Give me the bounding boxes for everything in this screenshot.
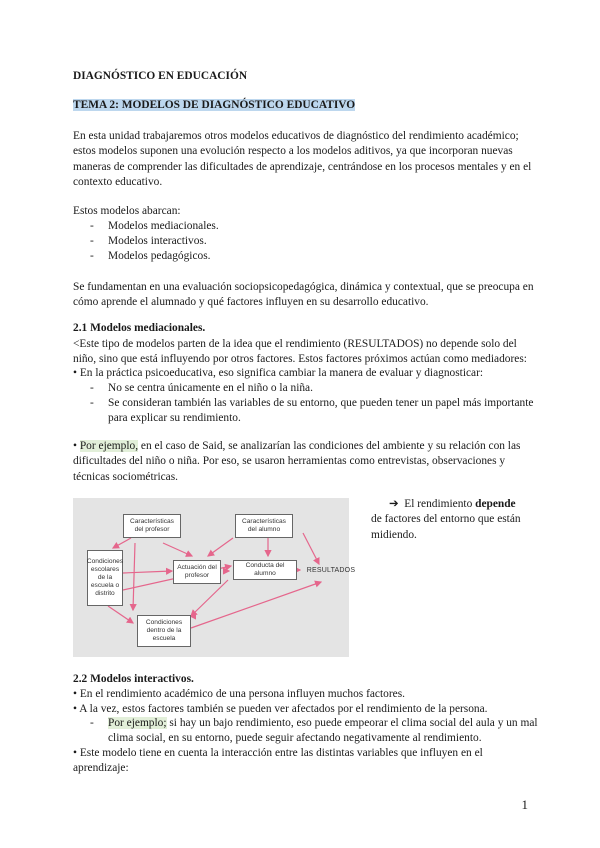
- list-item: Modelos mediacionales.: [108, 220, 219, 232]
- list-dash: -: [90, 235, 94, 247]
- fundamentan-paragraph: [73, 280, 534, 311]
- intro-line: En esta unidad trabajaremos otros modelos educativos de diagnóstico del rendimiento académico;: [73, 130, 519, 142]
- list-item: Modelos pedagógicos.: [108, 250, 211, 262]
- paragraph-line: niño, sino que está influyendo por otros factores. Estos factores próximos actúan como mediadores:: [73, 353, 527, 366]
- paragraph-line: Se consideran también las variables de su entorno, que pueden tener un papel más importante: [108, 397, 534, 409]
- arrow: [108, 606, 133, 623]
- paragraph-line: cómo aprende el alumnado y qué factores influyen en su desarrollo educativo.: [73, 296, 429, 309]
- paragraph-line: para explicar su rendimiento.: [108, 412, 241, 425]
- paragraph-line: dificultades del niño o niña. Por eso, se usaron herramientas como entrevistas, observaciones y: [73, 455, 506, 468]
- box-caracteristicas-profesor: Características del profesor: [123, 514, 181, 538]
- side-note-text: El rendimiento: [404, 498, 476, 510]
- bullet-line: • A la vez, estos factores también se pueden ver afectados por el rendimiento de la persona.: [73, 703, 488, 715]
- abarcan-label: Estos modelos abarcan:: [73, 205, 181, 217]
- arrow: [123, 571, 172, 573]
- intro-paragraph: [73, 129, 531, 191]
- arrow: [303, 533, 319, 564]
- page-number: 1: [521, 797, 528, 812]
- ejemplo-paragraph: [73, 439, 520, 485]
- ejemplo-highlight: Por ejemplo,: [79, 440, 139, 452]
- ejemplo-text: en el caso de Said, se analizarían las condiciones del ambiente y su relación con las: [138, 440, 521, 452]
- paragraph-line: midiendo.: [371, 528, 417, 541]
- list-dash: -: [90, 397, 94, 409]
- ejemplo-first-line: [73, 439, 520, 454]
- arrow: [133, 543, 135, 610]
- list-dash: -: [90, 382, 94, 394]
- bullet-line: • En el rendimiento académico de una persona influyen muchos factores.: [73, 688, 405, 700]
- tema-title-highlight: TEMA 2: MODELOS DE DIAGNÓSTICO EDUCATIVO: [73, 99, 356, 111]
- paragraph-line: clima social, en su entorno, puede seguir afectando negativamente al rendimiento.: [108, 732, 482, 745]
- box-resultados: RESULTADOS: [306, 566, 356, 574]
- arrow: [163, 543, 192, 556]
- ejemplo-first-line: [108, 716, 538, 731]
- diagram-side-note: [371, 497, 531, 543]
- box-caracteristicas-alumno: Características del alumno: [235, 514, 293, 538]
- ejemplo-highlight: Por ejemplo;: [108, 717, 167, 729]
- arrow: [191, 582, 321, 628]
- arrow: [191, 580, 228, 616]
- paragraph-line: • Este modelo tiene en cuenta la interacción entre las distintas variables que influyen en el: [73, 747, 483, 759]
- right-arrow-icon: ➔: [389, 498, 399, 510]
- paragraph-line: de factores del entorno que están: [371, 513, 521, 526]
- list-dash: -: [90, 250, 94, 262]
- intro-line: contexto educativo.: [73, 176, 163, 189]
- tema-title: [73, 99, 355, 111]
- document-heading: DIAGNÓSTICO EN EDUCACIÓN: [73, 70, 248, 82]
- sub-item: [108, 716, 538, 747]
- section-2-2-title: 2.2 Modelos interactivos.: [73, 673, 194, 685]
- intro-line: maneras de comprender las dificultades de aprendizaje, centrándose en los procesos mentales y en el: [73, 160, 532, 173]
- side-note-first-line: [371, 497, 531, 512]
- paragraph-line: Se fundamentan en una evaluación sociopsicopedagógica, dinámica y contextual, que se preocupa en: [73, 281, 534, 293]
- box-condiciones-escuela: Condiciones dentro de la escuela: [137, 615, 191, 647]
- sub-item: No se centra únicamente en el niño o la niña.: [108, 382, 313, 394]
- list-item: Modelos interactivos.: [108, 235, 207, 247]
- list-dash: -: [90, 717, 94, 729]
- bullet-line: • En la práctica psicoeducativa, eso significa cambiar la manera de evaluar y diagnosticar:: [73, 367, 484, 379]
- list-dash: -: [90, 220, 94, 232]
- box-conducta-alumno: Conducta del alumno: [233, 560, 297, 580]
- paragraph-line: técnicas sociométricas.: [73, 470, 179, 483]
- paragraph-line: aprendizaje:: [73, 762, 129, 775]
- ejemplo-text: si hay un bajo rendimiento, eso puede empeorar el clima social del aula y un mal: [166, 717, 538, 729]
- bullet-paragraph: [73, 746, 483, 777]
- side-note-bold: depende: [475, 498, 516, 510]
- sub-item: [108, 396, 533, 427]
- box-condiciones-escolares: Condiciones escolares de la escuela o distrito: [87, 550, 123, 606]
- section-2-1-title: 2.1 Modelos mediacionales.: [73, 322, 206, 334]
- section-2-1-intro: [73, 337, 527, 368]
- intro-line: estos modelos suponen una evolución respecto a los modelos aditivos, ya que incorporan nuevas: [73, 145, 513, 158]
- arrow: [113, 538, 131, 548]
- arrow: [208, 538, 233, 556]
- bullet-mark: •: [73, 440, 80, 452]
- box-actuacion-profesor: Actuación del profesor: [173, 560, 221, 584]
- paragraph-line: <Este tipo de modelos parten de la idea que el rendimiento (RESULTADOS) no depende solo del: [73, 338, 517, 350]
- mediational-diagram: [73, 498, 356, 657]
